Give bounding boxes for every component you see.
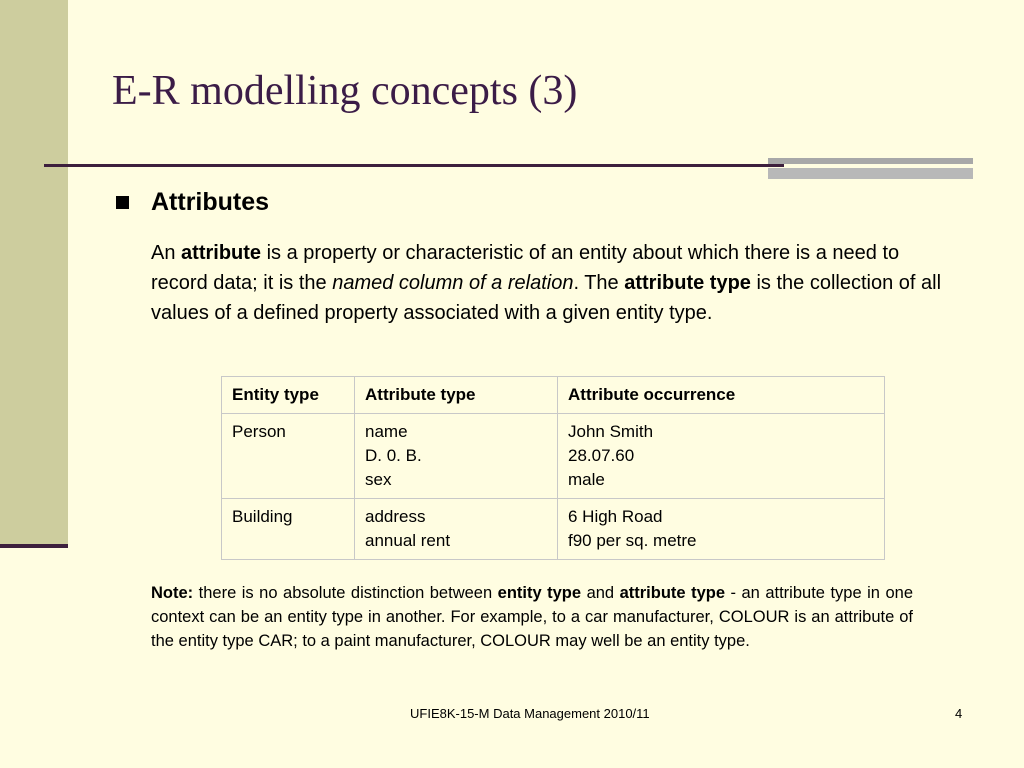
- occurrence-value: f90 per sq. metre: [568, 531, 697, 550]
- attribute-value: address: [365, 507, 426, 526]
- left-decorative-bar: [0, 0, 68, 548]
- occurrence-value: John Smith: [568, 422, 654, 441]
- definition-paragraph: [151, 238, 951, 328]
- column-header-attribute-type: Attribute type: [355, 377, 558, 414]
- paragraph-bold-term: attribute type: [624, 272, 751, 294]
- occurrence-cell: [558, 414, 885, 499]
- attribute-table: [221, 376, 885, 560]
- bullet-heading: Attributes: [151, 188, 270, 216]
- table-row: [222, 414, 885, 499]
- slide-footer: UFIE8K-15-M Data Management 2010/11: [410, 706, 650, 721]
- note-text: there is no absolute distinction between: [193, 584, 498, 602]
- table-header-row: [222, 377, 885, 414]
- entity-cell: Building: [222, 499, 355, 560]
- rule-accent: [768, 158, 973, 164]
- paragraph-text: is the collection of all values of a defined property associated with a given entity type.: [151, 272, 942, 324]
- attribute-value: name: [365, 422, 408, 441]
- entity-cell: Person: [222, 414, 355, 499]
- paragraph-text: is a property or characteristic of an entity about which there is a need to record data; it is the: [151, 242, 900, 294]
- left-bar-underline: [0, 544, 68, 548]
- attribute-value: D. 0. B.: [365, 446, 422, 465]
- title-rule: [44, 164, 784, 167]
- page-number: 4: [955, 706, 963, 721]
- attribute-value: sex: [365, 470, 392, 489]
- paragraph-text: An: [151, 242, 182, 264]
- note-text: - an attribute type in one context can be an entity type in another. For example, to a car manufacturer, COLOUR is an attribute of the entity type CAR; to a paint manufacturer, COLOUR may well be an entity type.: [151, 584, 913, 650]
- note-paragraph: [151, 581, 913, 653]
- attribute-cell: [355, 414, 558, 499]
- column-header-attribute-occurrence: Attribute occurrence: [558, 377, 885, 414]
- paragraph-bold-term: attribute: [181, 242, 262, 264]
- occurrence-value: male: [568, 470, 605, 489]
- note-bold-term: attribute type: [619, 584, 726, 602]
- slide-title: E-R modelling concepts (3): [112, 68, 578, 114]
- paragraph-italic-term: named column of a relation: [332, 272, 574, 294]
- table-row: [222, 499, 885, 560]
- note-bold-term: entity type: [497, 584, 582, 602]
- occurrence-value: 6 High Road: [568, 507, 663, 526]
- square-bullet-icon: [116, 196, 129, 209]
- paragraph-text: . The: [573, 272, 625, 294]
- note-text: and: [581, 584, 620, 602]
- rule-accent: [768, 168, 973, 179]
- attribute-cell: [355, 499, 558, 560]
- attribute-value: annual rent: [365, 531, 451, 550]
- occurrence-value: 28.07.60: [568, 446, 635, 465]
- column-header-entity-type: Entity type: [222, 377, 355, 414]
- occurrence-cell: [558, 499, 885, 560]
- note-label: Note:: [151, 584, 194, 602]
